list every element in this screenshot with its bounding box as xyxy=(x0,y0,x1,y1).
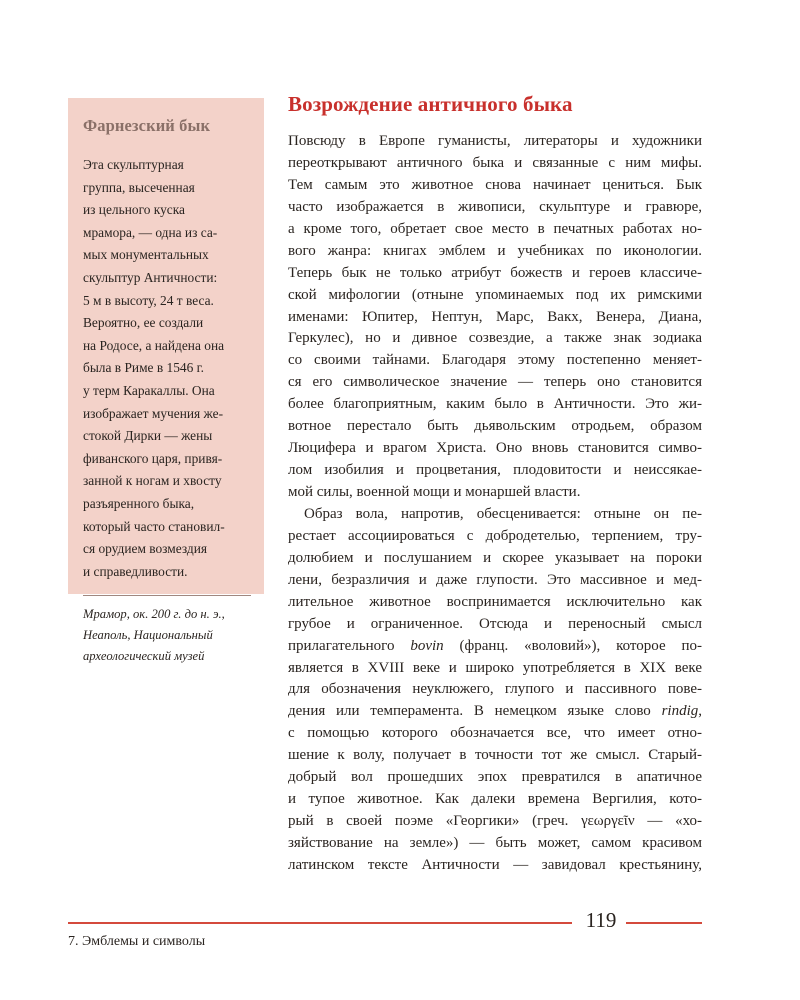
sidebar-divider xyxy=(83,595,251,596)
footer-rule-right xyxy=(626,922,702,924)
sidebar-line: скульптур Античности: xyxy=(83,269,218,285)
sidebar-box xyxy=(68,98,264,664)
text-line: Повсюду в Европе гуманисты, литераторы и художники xyxy=(288,133,702,149)
sidebar-caption xyxy=(83,604,250,667)
text-line: с помощью которого обозначается все, что имеет отно- xyxy=(288,725,702,742)
sidebar-line: 5 м в высоту, 24 т веса. xyxy=(83,292,214,308)
italic-term-rindig: rindig xyxy=(661,703,699,720)
text-line: мой силы, военной мощи и монаршей власти. xyxy=(288,484,581,500)
sidebar-line: изображает мучения же- xyxy=(83,405,224,421)
text-line xyxy=(288,701,702,723)
sidebar-line: Вероятно, ее создали xyxy=(83,315,204,331)
sidebar-line: ся орудием возмездия xyxy=(83,541,208,557)
text-line: добрый вол прошедших эпох превратился в апатичное xyxy=(288,769,702,786)
body-text xyxy=(288,131,702,877)
sidebar-line: была в Риме в 1546 г. xyxy=(83,360,204,376)
sidebar-line: стокой Дирки — жены xyxy=(83,428,213,444)
text-line: переоткрывают античного быка и связанные с ним мифы. xyxy=(288,154,702,171)
sidebar-line: на Родосе, а найдена она xyxy=(83,337,225,353)
text-line: Люцифера и врагом Христа. Оно вновь становится симво- xyxy=(288,440,702,457)
caption-line: Мрамор, ок. 200 г. до н. э., xyxy=(83,607,225,622)
text-line: Геркулес), но и дивное созвездие, а также знак зодиака xyxy=(288,330,702,347)
sidebar-line: который часто становил- xyxy=(83,518,225,534)
sidebar-line: мых монументальных xyxy=(83,247,209,263)
text-line: лительное животное воспринимается исключительно как xyxy=(288,593,702,610)
text-segment: (франц. «воловий»), которое по- xyxy=(459,637,703,654)
text-line xyxy=(288,636,702,658)
text-line: Тем самым это животное снова начинает цениться. Бык xyxy=(288,176,702,193)
text-line: со своими тайнами. Благодаря этому постепенно меняет- xyxy=(288,352,702,369)
caption-line: Неаполь, Национальный xyxy=(83,628,213,643)
caption-line: археологический музей xyxy=(83,649,205,664)
sidebar-line: группа, высеченная xyxy=(83,179,195,195)
text-line: лом изобилия и процветания, плодовитости и неиссякае- xyxy=(288,462,702,479)
text-line: вотное перестало быть дьявольским отродьем, образом xyxy=(288,418,702,435)
sidebar-title: Фарнезский бык xyxy=(83,116,211,135)
text-segment: , xyxy=(698,703,702,720)
text-line: вого жанра: книгах эмблем и учебниках по иконологии. xyxy=(288,242,702,259)
text-line: часто изображается в живописи, скульптуре и гравюре, xyxy=(288,198,702,215)
section-title: Возрождение античного быка xyxy=(288,92,573,116)
text-line: ся его символическое значение — теперь оно становится xyxy=(288,374,702,391)
text-line: рый в своей поэме «Георгики» (греч. γεωργεῖν — «хо- xyxy=(288,813,702,830)
text-line: рестает ассоциироваться с добродетелью, терпением, тру- xyxy=(288,527,702,544)
text-line: грубое и ограниченное. Отсюда и переносный смысл xyxy=(288,615,702,632)
text-line: долюбием и послушанием и скорее указывает на пороки xyxy=(288,549,702,566)
text-line: латинском тексте Античности — завидовал крестьянину, xyxy=(288,856,702,873)
footer-rule-left xyxy=(68,922,572,924)
text-line: а кроме того, обретает свое место в печатных работах но- xyxy=(288,220,702,237)
italic-term-bovin: bovin xyxy=(410,637,444,654)
sidebar-line: разъяренного быка, xyxy=(83,495,195,511)
page-number: 119 xyxy=(585,908,617,932)
text-segment: дения или темперамента. В немецком языке слово xyxy=(288,703,651,720)
sidebar-line: мрамора, — одна из са- xyxy=(83,224,218,240)
text-line: является в XVIII веке и широко употребляется в XIX веке xyxy=(288,659,702,676)
text-line: Теперь бык не только атрибут божеств и героев классиче- xyxy=(288,264,702,281)
sidebar-line: Эта скульптурная xyxy=(83,157,184,172)
text-line: зяйствование на земле») — быть может, самом красивом xyxy=(288,835,702,851)
text-line: более благоприятным, каким было в Античности. Это жи- xyxy=(288,396,702,413)
text-line: и тупое животное. Как далеки времена Вергилия, кото- xyxy=(288,791,702,808)
sidebar-line: фиванского царя, привя- xyxy=(83,450,223,466)
sidebar-text xyxy=(83,154,250,583)
sidebar-line: из цельного куска xyxy=(83,202,185,218)
text-line: ской мифологии (отныне упоминаемых под их римскими xyxy=(288,286,702,303)
text-line: именами: Юпитер, Нептун, Марс, Вакх, Венера, Диана, xyxy=(288,308,702,325)
text-line: для обозначения неуклюжего, глупого и пассивного пове- xyxy=(288,681,702,698)
text-segment: прилагательного xyxy=(288,637,395,654)
text-line: лени, безразличия и даже глупости. Это массивное и мед- xyxy=(288,571,702,588)
text-line: шение к волу, получает в точности тот же смысл. Старый- xyxy=(288,747,702,764)
sidebar-line: занной к ногам и хвосту xyxy=(83,473,222,489)
running-head: 7. Эмблемы и символы xyxy=(68,934,206,949)
sidebar-line: у терм Каракаллы. Она xyxy=(83,382,215,398)
text-line: Образ вола, напротив, обесценивается: отныне он пе- xyxy=(304,505,702,522)
main-text-column xyxy=(288,92,702,877)
sidebar-line: и справедливости. xyxy=(83,563,188,579)
